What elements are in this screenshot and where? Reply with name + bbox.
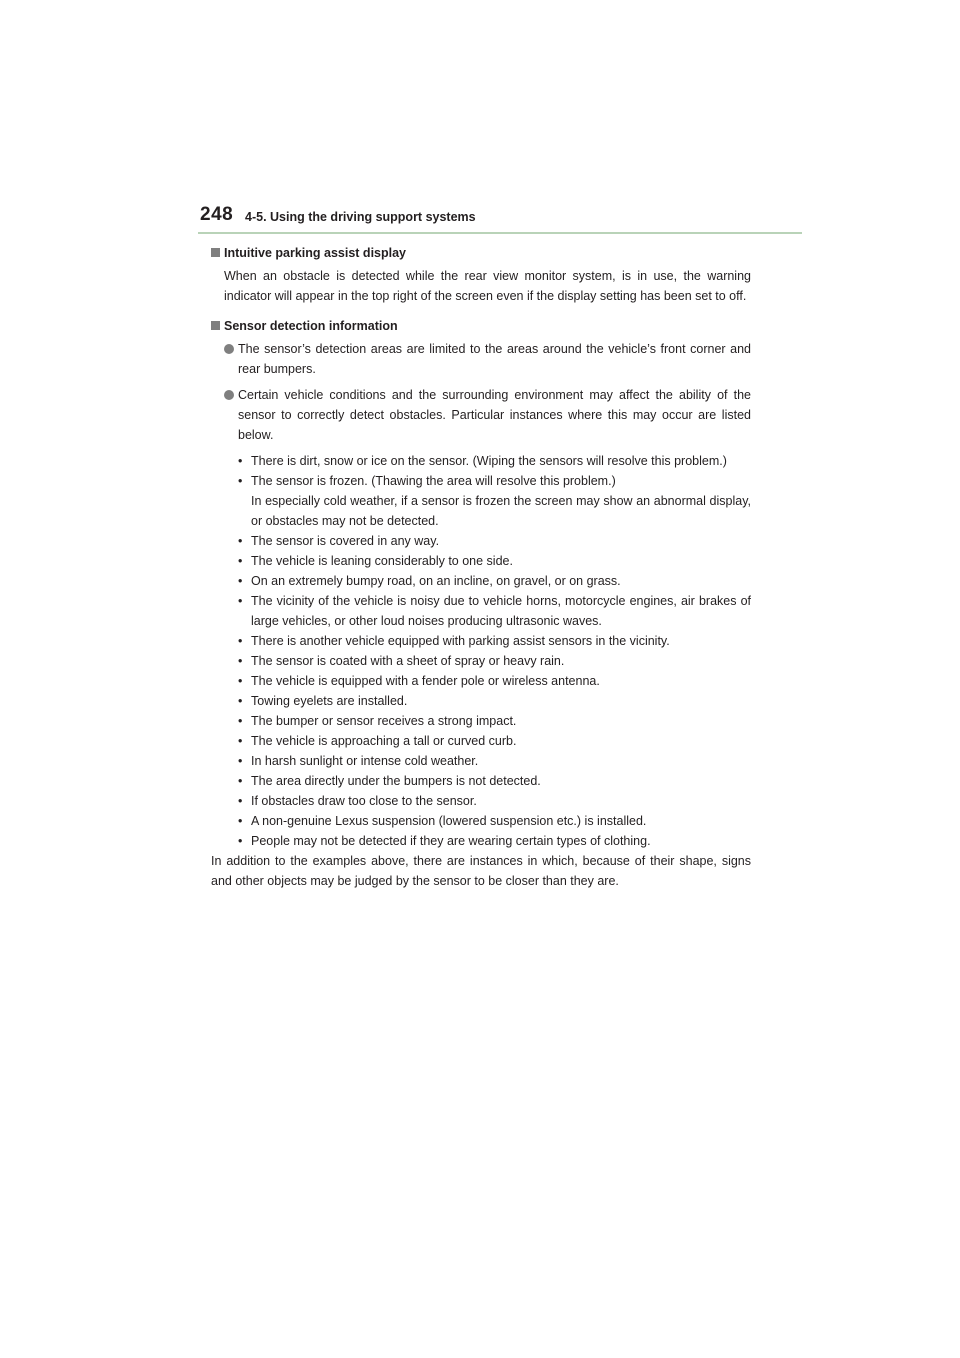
list-marker: • <box>238 554 243 568</box>
square-bullet-icon <box>211 321 220 330</box>
list-marker: • <box>238 834 243 848</box>
list-item: • The vehicle is approaching a tall or curved curb. <box>238 731 751 751</box>
list-item: • The area directly under the bumpers is not detected. <box>238 771 751 791</box>
bullet-detection-areas <box>211 339 751 379</box>
list-marker: • <box>238 654 243 668</box>
list-item: • The bumper or sensor receives a strong impact. <box>238 711 751 731</box>
list-marker: • <box>238 574 243 588</box>
list-item: • People may not be detected if they are wearing certain types of clothing. <box>238 831 751 851</box>
list-item: • There is another vehicle equipped with parking assist sensors in the vicinity. <box>238 631 751 651</box>
bullet-conditions-intro <box>211 385 751 445</box>
list-item: • The sensor is covered in any way. <box>238 531 751 551</box>
list-marker: • <box>238 814 243 828</box>
page-content <box>211 243 751 891</box>
list-marker: • <box>238 594 243 608</box>
list-item: • If obstacles draw too close to the sensor. <box>238 791 751 811</box>
heading-sensor-detection-info <box>211 316 751 336</box>
list-marker: • <box>238 774 243 788</box>
section-title: 4-5. Using the driving support systems <box>245 210 476 224</box>
closing-paragraph: In addition to the examples above, there are instances in which, because of their shape, signs and other objects may be judged by the sensor to be closer than they are. <box>211 854 751 888</box>
page-number: 248 <box>200 204 234 225</box>
list-item: • The vehicle is equipped with a fender pole or wireless antenna. <box>238 671 751 691</box>
list-item: • The vicinity of the vehicle is noisy due to vehicle horns, motorcycle engines, air brakes of large vehicles, or other loud noises producing ultrasonic waves. <box>238 591 751 631</box>
list-marker: • <box>238 634 243 648</box>
list-item: • A non-genuine Lexus suspension (lowered suspension etc.) is installed. <box>238 811 751 831</box>
list-marker: • <box>238 714 243 728</box>
header-rule <box>198 232 802 234</box>
frozen-note: In especially cold weather, if a sensor is frozen the screen may show an abnormal display, or obstacles may not be detected. <box>251 494 751 528</box>
bullet-text: Certain vehicle conditions and the surrounding environment may affect the ability of the sensor to correctly detect obstacles. Particular instances where this may occur are listed below. <box>238 388 751 442</box>
list-marker: • <box>238 674 243 688</box>
list-marker: • <box>238 734 243 748</box>
list-item: • On an extremely bumpy road, on an incline, on gravel, or on grass. <box>238 571 751 591</box>
list-item: • The sensor is frozen. (Thawing the area will resolve this problem.) In especially cold weather, if a sensor is frozen the screen may show an abnormal display, or obstacles may not be detected. <box>238 471 751 531</box>
list-item: • The vehicle is leaning considerably to one side. <box>238 551 751 571</box>
list-marker: • <box>238 454 243 468</box>
list-marker: • <box>238 534 243 548</box>
list-item: • There is dirt, snow or ice on the sensor. (Wiping the sensors will resolve this problem.) <box>238 451 751 471</box>
heading-text: Sensor detection information <box>224 319 398 333</box>
list-marker: • <box>238 794 243 808</box>
heading-parking-assist-display <box>211 243 751 263</box>
bullet-text: The sensor’s detection areas are limited to the areas around the vehicle’s front corner and rear bumpers. <box>238 342 751 376</box>
circle-bullet-icon <box>224 344 234 354</box>
list-marker: • <box>238 754 243 768</box>
circle-bullet-icon <box>224 390 234 400</box>
conditions-list <box>211 451 751 851</box>
list-marker: • <box>238 474 243 488</box>
list-marker: • <box>238 694 243 708</box>
page-header <box>198 204 802 234</box>
list-item: • Towing eyelets are installed. <box>238 691 751 711</box>
square-bullet-icon <box>211 248 220 257</box>
list-item: • The sensor is coated with a sheet of spray or heavy rain. <box>238 651 751 671</box>
heading-text: Intuitive parking assist display <box>224 246 407 260</box>
paragraph-parking-assist-display: When an obstacle is detected while the rear view monitor system, is in use, the warning indicator will appear in the top right of the screen even if the display setting has been set to off. <box>224 269 751 303</box>
list-item: • In harsh sunlight or intense cold weather. <box>238 751 751 771</box>
